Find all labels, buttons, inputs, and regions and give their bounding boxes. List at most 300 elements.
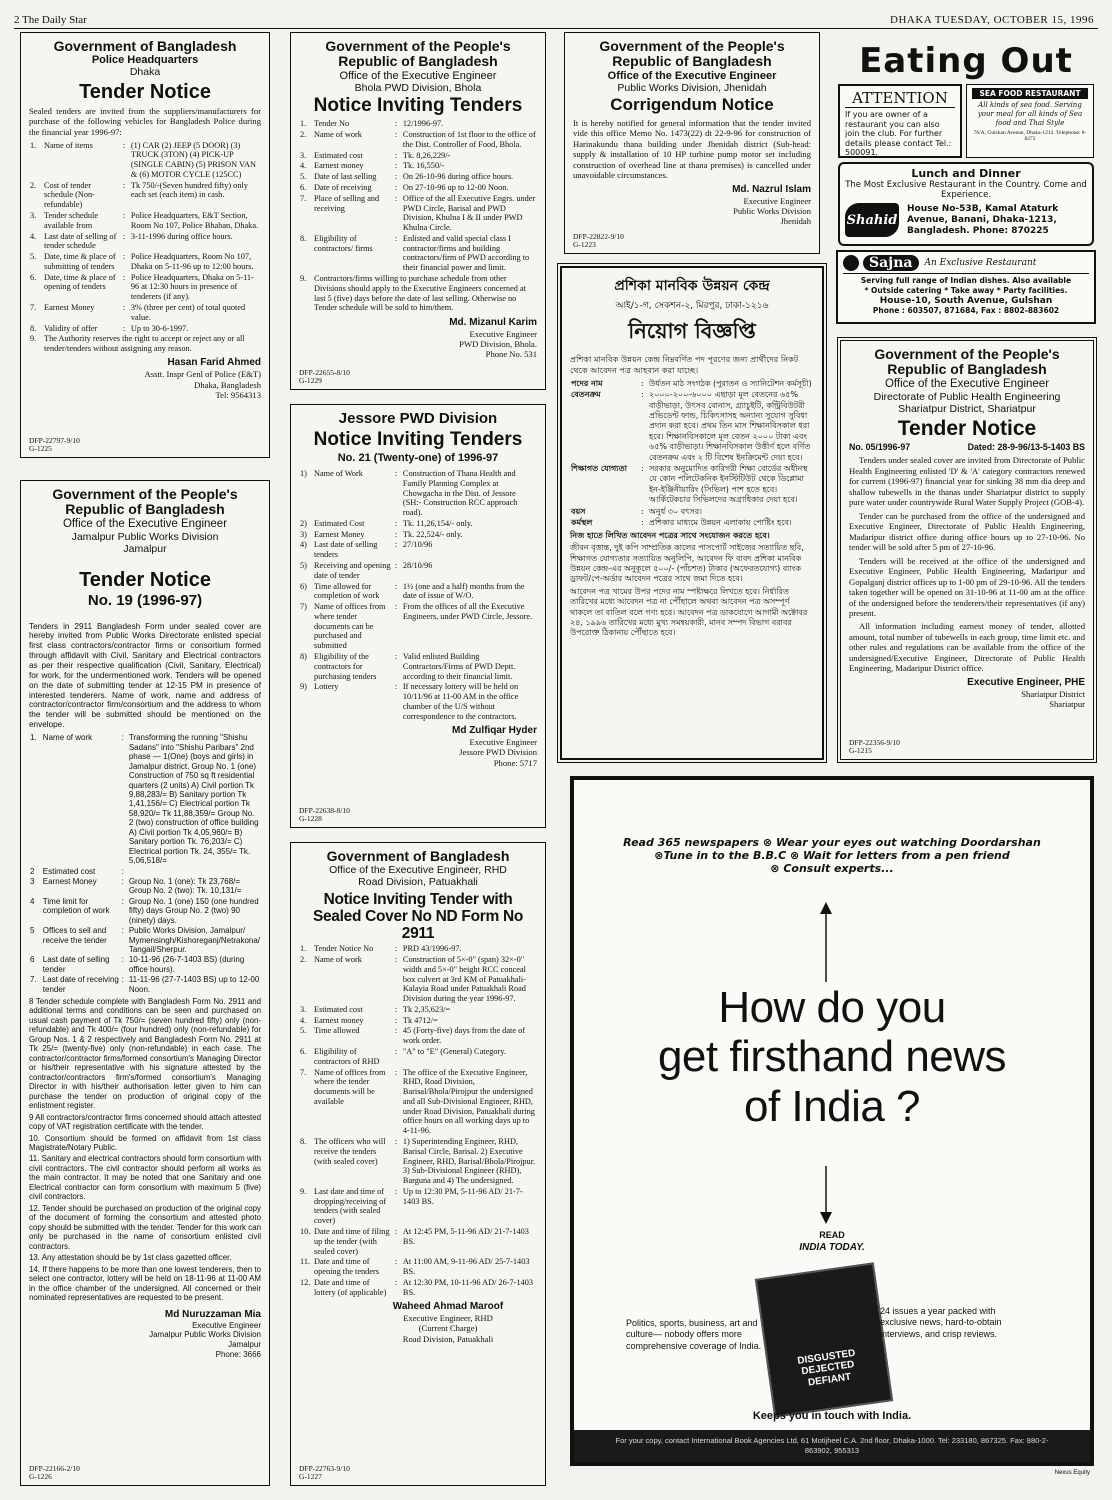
police-item-value: 3-11-1996 during office hours. <box>130 231 233 241</box>
rhd-item-row <box>299 1186 537 1226</box>
jamalpur-item-label: Time limit for completion of work <box>42 896 110 916</box>
jamalpur-item-value: Public Works Division, Jamalpur/ Mymensingh/Kishoreganj/Netrakona/ Tangail/Sherpur. <box>128 926 261 955</box>
jessore-line1: Jessore PWD Division <box>338 410 498 427</box>
jessore-item-colon: : <box>394 652 398 662</box>
bhola-item-value: Contractors/firms willing to purchase schedule from other Divisions should apply to the Executive Engineers concerned at last 5 (five) days before the date of last selling. Otherwise no Tender schedule will be sold to him/them. <box>314 274 526 313</box>
rhd-item-label: Time allowed <box>314 1026 360 1036</box>
jamalpur-sig-line: Executive Engineer <box>192 1320 261 1330</box>
rhd-item-number: 4. <box>300 1015 307 1025</box>
rhd-title: Notice Inviting Tender with Sealed Cover No ND Form No 2911 <box>312 890 524 942</box>
seafood-address: 76/A, Gulshan Avenue, Dhaka-1212. Telephone: 8-8272 <box>973 130 1087 143</box>
jamalpur-intro: Tenders in 2911 Bangladesh Form under sealed cover are hereby invited from Public Works Directorate enlisted special first class contractors/contractor firms or consortium formed through affidavit with Civil, Sanitary and Electrical contractors as per their respective qualification (Civil, Sanitary, Electrical) for work, for the undermentioned work. Tenders will be opened on the date of submitting tender at 12-15 PM in presence of interested tenderers. Name of work, name and address of contractor/contractor firm/consortium and the address to whom the tender will be submitted should be mentioned on the envelope. <box>29 621 261 730</box>
rhd-item-value: Construction of 5×-0" (span) 32×-0" width and 5×-0" height RCC conceal box culvert at 3rd KM of Patuakhali-Kalayia Road under Patuakhali Road Division during the year 1996-97. <box>402 954 526 1004</box>
jhenidah-corrigendum <box>564 32 820 254</box>
bhola-item-value: Office of the all Executive Engrs. under PWD Circle, Barisal and PWD Division, Khulna I & II under PWD Khulna Circle. <box>402 193 536 233</box>
police-line2: Police Headquarters <box>91 54 199 67</box>
sajna-line: * Outside catering * Take away * Party facilities. <box>864 285 1068 295</box>
bhola-sig-name: Md. Mizanul Karim <box>449 316 537 328</box>
rhd-item-row <box>299 1015 537 1026</box>
proshika-row-value: সরকার অনুমোদিত কারিগরী শিক্ষা বোর্ডের অধীনস্থ যে কোন পলিটেকনিক ইনস্টিটিউট থেকে ডিপ্লোমা ইন-ইঞ্জিনীয়ারিং (সিভিল) পাশ হতে হবে। আর্কিটেকচার সিভিলদের অগ্রাধিকার দেয়া হবে। <box>649 463 808 505</box>
rhd-item-label: Date and time of lottery (of applicable) <box>314 1277 387 1297</box>
bhola-line1: Government of the People's <box>325 38 511 54</box>
police-item-value: Police Headquarters, E&T Section, Room No 107, Police Bhaban, Dhaka. <box>130 210 259 230</box>
jamalpur-item-colon: : <box>121 955 124 965</box>
rhd-item-number: 9. <box>300 1186 307 1196</box>
police-item-value: Police Headquarters, Room No 107, Dhaka on 5-11-96 up to 12:00 hours. <box>130 252 254 271</box>
jamalpur-item-value: Transforming the running "Shishu Sadans" into "Shishu Paribars" 2nd phase — 1(One) (boys and girls) in Jamalpur district. Group No. 1 (one) Construction of 750 sq ft residential quarters (2 units) A) Civil portion Tk 9,88,283/= B) Sanitary portion Tk 1,41,156/= C) Electrical portion Tk 58,920/= Tk 11,88,359/= Group No. 2 (two) construction of office building A) Civil portion Tk 4,05,960/= B) Sanitary portion Tk. 76,203/= C) Electrical portion Tk. 24, 355/= Tk. 5,06,518/= <box>128 733 259 866</box>
phe-signature <box>849 677 1085 710</box>
proshika-row <box>570 506 814 517</box>
india-today-cover-image <box>755 1262 893 1417</box>
proshika-row-label: বেতনক্রম <box>571 390 601 400</box>
rhd-item-value: The office of the Executive Engineer, RHD, Road Division, Barisal/Bhola/Pirojpur the undersigned and all Sub-Divisional Engineer, RHD, under Road Division, Patuakhali during office hours on all working days up to 4-11-96. <box>402 1067 535 1136</box>
bhola-item-colon: : <box>394 150 398 160</box>
rhd-item-label: Earnest money <box>314 1015 364 1025</box>
jamalpur-clause: 14. If there happens to be more than one lowest tenderers, then to select one contractor, lottery will be held on 18-11-96 at 11-00 AM in the office chamber of the undersigned. All concerned or their nominated representatives are requested to be present. <box>29 1264 261 1303</box>
jessore-sig-line: Jessore PWD Division <box>459 747 537 758</box>
jessore-item-row <box>299 652 537 682</box>
jessore-item-number: 3) <box>300 529 307 539</box>
police-item-label: Earnest Money <box>44 303 95 312</box>
bhola-item-label: Eligibility of contractors/ firms <box>314 233 373 253</box>
jamalpur-sig-line: Jamalpur Public Works Division <box>149 1330 261 1340</box>
phe-tender-notice <box>840 340 1094 760</box>
jamalpur-clause: 12. Tender should be purchased on production of the original copy of the document of forming the consortium and attested photo copy should be submitted with the tender. Tender for this work can only be purchased in the name of consortium enlisted civil contractors. <box>29 1203 261 1251</box>
bhola-item-label: Place of selling and receiving <box>314 193 380 213</box>
police-item-label: Name of items <box>44 140 93 150</box>
jamalpur-line4: Jamalpur Public Works Division <box>71 531 219 543</box>
jamalpur-line3: Office of the Executive Engineer <box>62 517 228 530</box>
phe-line4: Directorate of Public Health Engineering <box>873 391 1061 403</box>
police-item-row <box>29 272 261 302</box>
bhola-item-colon: : <box>394 233 398 243</box>
proshika-note: জীবন বৃত্তান্ত, দুই কপি সাম্প্রতিক কালের পাসপোর্ট সাইজের সত্যায়িত ছবি, শিক্ষাগত যোগ্যতার সত্যায়িত অনুলিপি, আবেদন ফি বাবদ প্রশিকা মানবিক উন্নয়ন কেন্দ্র-এর অনুকূলে ৫০০/- (পাঁচশত) টাকার (অফেরতযোগ্য) ব্যাংক ড্রাফট/পে-অর্ডার আবেদন পত্রের সাথে জমা দিতে হবে। <box>570 543 804 584</box>
proshika-row-colon: : <box>641 506 644 516</box>
jamalpur-item-label: Last date of receiving tender <box>42 975 119 994</box>
jamalpur-item-value: Group No. 1 (one) 150 (one hundred fifty) days Group No. 2 (two) 90 (ninety) days. <box>128 896 259 925</box>
rhd-item-number: 8. <box>300 1137 307 1146</box>
police-item-label: Tender schedule available from <box>44 210 99 230</box>
bhola-item-number: 3. <box>300 150 307 160</box>
jamalpur-item-number: 6 <box>30 955 35 965</box>
bhola-item-colon: : <box>394 130 398 140</box>
rhd-sig-line: (Current Charge) <box>418 1323 478 1334</box>
phe-dated: Dated: 28-9-96/13-5-1403 BS <box>967 442 1085 453</box>
phe-dfp: DFP-22356-9/10 <box>849 737 900 747</box>
rhd-sig-name: Waheed Ahmad Maroof <box>392 1301 504 1312</box>
shahid-restaurant-ad <box>838 162 1094 246</box>
police-item-number: 8. <box>30 323 37 333</box>
police-item-number: 3. <box>30 210 37 220</box>
rhd-item-row <box>299 1227 537 1257</box>
jamalpur-item-row <box>29 975 261 995</box>
jessore-item-value: 1½ (one and a half) months from the date of issue of W/O. <box>402 581 525 601</box>
phe-number: No. 05/1996-97 <box>849 442 911 453</box>
police-item-number: 9. <box>30 334 37 344</box>
phe-title: Tender Notice <box>897 417 1037 441</box>
rhd-item-colon: : <box>394 1004 398 1014</box>
police-item-row <box>29 334 261 355</box>
phe-line3: Office of the Executive Engineer <box>884 377 1050 390</box>
phe-paragraph: Tenders will be received at the office of the undersigned and Executive Engineer, Public Health Engineering, Madaripur and Gopalganj district offices up to 1-00 pm of 29-10-96. All the tenders taken together will be opened on 31-10-96 at 11-00 am at the office of the undersigned before the tenderers/their representatives (if any) present. <box>849 555 1085 618</box>
jhenidah-sig-line: Executive Engineer <box>743 195 811 206</box>
jessore-item-label: Earnest Money <box>314 529 365 539</box>
jessore-item-label: Name of offices from where tender documents can be purchased and submitted <box>314 602 386 651</box>
bhola-item-row <box>299 161 537 172</box>
sajna-tagline: An Exclusive Restaurant <box>924 258 1037 268</box>
india-tagline: Keeps you in touch with India. <box>752 1410 912 1422</box>
proshika-row <box>570 517 814 528</box>
jessore-item-number: 7) <box>300 602 307 612</box>
arrow-down-icon <box>816 1166 836 1226</box>
rhd-item-row <box>299 1277 537 1298</box>
jessore-item-value: Tk. 22,524/- only. <box>402 529 463 539</box>
proshika-row-label: পদের নাম <box>571 378 603 388</box>
sajna-line: Serving full range of Indian dishes. Also available <box>860 276 1072 285</box>
jessore-item-colon: : <box>394 518 398 528</box>
bhola-item-row <box>299 193 537 233</box>
india-question-line: get firsthand news <box>657 1032 1007 1082</box>
police-g: G-1225 <box>29 444 52 454</box>
dateline: DHAKA TUESDAY, OCTOBER 15, 1996 <box>890 14 1094 26</box>
jamalpur-item-colon: : <box>121 733 124 743</box>
police-line1: Government of Bangladesh <box>53 38 237 54</box>
jessore-title: Notice Inviting Tenders <box>313 428 523 450</box>
proshika-org-name: প্রশিকা মানবিক উন্নয়ন কেন্দ্র <box>614 278 770 294</box>
sajna-restaurant-ad <box>836 250 1096 324</box>
jamalpur-item-label: Name of work <box>42 733 93 743</box>
rhd-item-number: 12. <box>300 1277 311 1287</box>
attention-body: If you are owner of a restaurant you can also join the club. For further details please contact Tel.: 500091. <box>845 110 952 158</box>
rhd-item-colon: : <box>394 1227 398 1237</box>
rhd-item-label: Last date and time of dropping/receiving of tenders (with sealed cover) <box>314 1186 387 1226</box>
phe-line5: Shariatpur District, Shariatpur <box>898 403 1036 416</box>
rhd-sig-line: Road Division, Patuakhali <box>402 1333 494 1344</box>
bhola-title: Notice Inviting Tenders <box>313 94 523 116</box>
police-item-row <box>29 303 261 324</box>
attention-title: ATTENTION <box>845 89 955 108</box>
jessore-item-number: 5) <box>300 561 307 571</box>
jessore-item-number: 1) <box>300 468 307 478</box>
rhd-item-number: 1. <box>300 944 307 954</box>
police-item-colon: : <box>122 303 126 312</box>
police-item-number: 7. <box>30 303 37 312</box>
rhd-item-colon: : <box>394 944 398 954</box>
proshika-row-label: বয়স <box>571 506 586 516</box>
bhola-item-number: 5. <box>300 172 307 182</box>
proshika-intro: প্রশিকা মানবিক উন্নয়ন কেন্দ্র নিম্নবর্ণিত পদ পূরণের জন্য প্রার্থীদের নিকট থেকে আবেদন পত্র আহবান করা যাচ্ছে। <box>570 354 799 375</box>
jamalpur-title: Tender Notice <box>79 569 211 592</box>
bhola-item-value: Tk. 16,550/- <box>402 161 445 171</box>
police-item-value: The Authority reserves the right to accept or reject any or all tender/tenders without assigning any reason. <box>44 334 245 354</box>
bhola-item-label: Tender No <box>314 119 350 129</box>
jamalpur-item-row <box>29 926 261 955</box>
arrow-up-icon <box>816 902 836 982</box>
proshika-row <box>570 378 814 389</box>
police-title: Tender Notice <box>79 80 211 103</box>
jamalpur-sig-line: Phone: 3666 <box>215 1349 261 1359</box>
shahid-logo: Shahid <box>845 203 899 237</box>
bhola-line3: Office of the Executive Engineer <box>339 69 497 82</box>
bhola-item-label: Date of receiving <box>314 183 372 193</box>
rhd-item-number: 5. <box>300 1026 307 1036</box>
police-item-colon: : <box>122 140 126 150</box>
jamalpur-item-row <box>29 866 261 876</box>
jessore-item-number: 2) <box>300 518 307 528</box>
jhenidah-sig-name: Md. Nazrul Islam <box>732 183 811 195</box>
rhd-item-number: 10. <box>300 1227 311 1237</box>
rhd-item-label: Date and time of filing up the tender (with sealed cover) <box>314 1227 390 1256</box>
jessore-item-label: Lottery <box>314 682 339 692</box>
india-top-line: Read 365 newspapers ⊗ Wear your eyes out watching Doordarshan <box>623 836 1041 849</box>
jhenidah-line4: Public Works Division, Jhenidah <box>617 81 767 94</box>
police-item-number: 4. <box>30 231 37 241</box>
rhd-line3: Road Division, Patuakhali <box>358 876 478 889</box>
bhola-item-label: Earnest money <box>314 161 364 171</box>
jessore-number: No. 21 (Twenty-one) of 1996-97 <box>337 452 499 465</box>
rhd-item-value: At 12:45 PM, 5-11-96 AD/ 21-7-1403 BS. <box>402 1227 529 1246</box>
rhd-item-colon: : <box>394 1067 398 1077</box>
proshika-row-colon: : <box>641 390 644 400</box>
police-item-label: Validity of offer <box>44 323 98 333</box>
police-item-row <box>29 210 261 231</box>
bhola-item-label: Estimated cost <box>314 150 363 160</box>
jamalpur-item-row <box>29 955 261 975</box>
india-cover-text: DISGUSTED DEJECTED DEFIANT <box>796 1347 857 1389</box>
proshika-note: নিজ হাতে লিখিত আবেদন পত্রের সাথে সংযোজন করতে হবে। <box>570 530 770 540</box>
jessore-item-number: 9) <box>300 682 307 692</box>
jessore-items-table <box>299 468 537 722</box>
jamalpur-item-number: 4 <box>30 896 35 906</box>
police-item-row <box>29 323 261 334</box>
jamalpur-item-label: Offices to sell and receive the tender <box>42 926 107 945</box>
proshika-row-colon: : <box>641 378 644 388</box>
jamalpur-item-number: 5 <box>30 926 35 936</box>
jessore-item-row <box>299 518 537 529</box>
jessore-item-colon: : <box>394 468 398 478</box>
police-item-label: Date, time & place of submitting of tenders <box>44 252 116 271</box>
jamalpur-line5: Jamalpur <box>123 543 167 556</box>
bhola-item-number: 7. <box>300 193 307 203</box>
jhenidah-sig-line: Jhenidah <box>780 216 811 227</box>
jamalpur-item-row <box>29 733 261 866</box>
police-item-value: 3% (three per cent) of total quoted value. <box>130 303 246 322</box>
rhd-item-colon: : <box>394 1015 398 1025</box>
rhd-item-label: Estimated cost <box>314 1004 363 1014</box>
rhd-item-value: Up to 12:30 PM, 5-11-96 AD/ 21-7-1403 BS. <box>402 1186 523 1206</box>
rhd-item-number: 2. <box>300 954 307 964</box>
jamalpur-item-colon: : <box>121 975 124 985</box>
rhd-items-table <box>299 944 537 1298</box>
bhola-signature <box>299 317 537 360</box>
rhd-item-colon: : <box>394 1186 398 1196</box>
rhd-item-value: 1) Superintending Engineer, RHD, Barisal Circle, Barisal. 2) Executive Engineer, RHD, Barisal/Bhola/Pirojpur. 3) Sub-Divisional Engineer (RHD), Barguna and 4) The undersigned. <box>402 1137 536 1186</box>
rhd-item-colon: : <box>394 1026 398 1036</box>
jessore-item-value: Construction of Thana Health and Family Planning Complex at Chowgacha in the Dist. of Jessore (SH:- Construction RCC approach road). <box>402 468 518 518</box>
proshika-row <box>570 463 814 506</box>
bhola-item-colon: : <box>394 193 398 203</box>
jamalpur-item-colon: : <box>121 896 124 906</box>
jessore-item-row <box>299 682 537 722</box>
jamalpur-item-number: 7. <box>30 975 37 985</box>
police-sig-line: Dhaka, Bangladesh <box>194 379 261 390</box>
bhola-item-row <box>299 172 537 183</box>
rhd-item-colon: : <box>394 1046 398 1056</box>
bhola-sig-line: Phone No. 531 <box>485 349 537 360</box>
jessore-dfp: DFP-22638-8/10 <box>299 805 350 815</box>
police-item-colon: : <box>122 210 126 220</box>
jamalpur-line2: Republic of Bangladesh <box>65 501 225 518</box>
police-item-label: Cost of tender schedule (Non-refundable) <box>44 180 95 210</box>
police-item-number: 6. <box>30 272 37 282</box>
jamalpur-clause: 11. Sanitary and electrical contractors should form consortium with civil contractors. The civil contractor should perform all works as the main contractor. It may be noted that one Sanitary and one Electrical contractor can form consortium with maximum 5 (five) civil contractors. <box>29 1154 261 1202</box>
rhd-tender-notice <box>290 842 546 1486</box>
india-read-label: READ <box>819 1230 845 1240</box>
jessore-sig-line: Executive Engineer <box>469 737 537 748</box>
police-item-row <box>29 180 261 210</box>
seafood-title: SEA FOOD RESTAURANT <box>972 88 1088 99</box>
jessore-item-label: Eligibility of the contractors for purchasing tenders <box>314 652 377 681</box>
police-item-colon: : <box>122 180 126 190</box>
jamalpur-item-row <box>29 876 261 896</box>
proshika-row-value: প্রশিকার মাধ্যমে উন্নয়ন এলাকায় পোষ্টিং হবে। <box>649 517 792 527</box>
jhenidah-line3: Office of the Executive Engineer <box>607 69 777 82</box>
bhola-item-row <box>299 150 537 161</box>
rhd-item-value: 45 (Forty-five) days from the date of work order. <box>402 1026 526 1046</box>
bhola-item-value: Enlisted and valid special class I contractor/firms and building contractors/firm of PWD according to their financial power and limit. <box>402 233 530 273</box>
bhola-item-label: Name of work <box>314 130 362 140</box>
jamalpur-clause: 10. Consortium should be formed on affidavit from 1st class Magistrate/Notary Public. <box>29 1133 261 1152</box>
rhd-item-number: 7. <box>300 1067 307 1077</box>
bhola-item-value: On 27-10-96 up to 12-00 Noon. <box>402 183 509 193</box>
police-item-value: Police Headquarters, Dhaka on 5-11-96 at 12:30 hours in presence of tenderers (if any). <box>130 272 254 302</box>
police-item-value: (1) CAR (2) JEEP (5 DOOR) (3) TRUCK (3TON) (4) PICK-UP (SINGLE CABIN) (5) PRISON VAN & (6) MOTOR CYCLE (125CC) <box>130 140 256 179</box>
eating-out-header <box>838 38 1094 82</box>
rhd-item-label: Tender Notice No <box>314 944 374 954</box>
police-item-row <box>29 252 261 273</box>
police-item-row <box>29 140 261 180</box>
bhola-item-value: Tk. 8,26,229/- <box>402 150 451 160</box>
rhd-signature <box>299 1301 537 1344</box>
jamalpur-clauses <box>29 997 261 1303</box>
jhenidah-signature <box>573 184 811 227</box>
rhd-item-value: At 11:00 AM, 9-11-96 AD/ 25-7-1403 BS. <box>402 1257 530 1277</box>
jessore-item-value: Tk. 11,26,154/- only. <box>402 518 473 528</box>
shahid-address-line: House No-53B, Kamal Ataturk <box>907 203 1059 214</box>
jessore-sig-line: Phone: 5717 <box>493 757 537 768</box>
rhd-item-row <box>299 1137 537 1187</box>
bhola-item-row <box>299 130 537 151</box>
bhola-item-row <box>299 274 537 314</box>
sajna-line: Phone : 603507, 871684, Fax : 8802-883602 <box>872 306 1060 316</box>
proshika-row-value: উর্ধতন মাঠ সংগঠক (পুরাতন ও স্যানিটেশন কর্মসূচী) <box>649 378 812 388</box>
shahid-address-line: Bangladesh. Phone: 870225 <box>907 226 1049 236</box>
jessore-item-row <box>299 561 537 582</box>
jessore-item-label: Time allowed for completion of work <box>314 581 380 601</box>
proshika-row-label: কর্মস্থল <box>571 517 593 527</box>
phe-line1: Government of the People's <box>874 346 1060 362</box>
india-top-line: ⊗Tune in to the B.B.C ⊗ Wait for letters from a pen friend <box>654 849 1010 862</box>
page-number-masthead: 2 The Daily Star <box>14 14 87 26</box>
bhola-tender-notice <box>290 32 546 390</box>
rhd-item-label: Eligibility of contractors of RHD <box>314 1046 380 1066</box>
bhola-line2: Republic of Bangladesh <box>338 53 498 70</box>
bhola-item-value: Construction of 1st floor to the office of the Dist. Controller of Food, Bhola. <box>402 130 536 149</box>
proshika-row-value: ২০০০-২০০-৬০০০ এছাড়া মূল বেতনের ৬৫% বাড়ীভাড়া, উৎসব বোনাস, গ্র্যাচুইটি, কন্ট্রিবিউটরী প্রভিডেন্ট ফান্ড, চিকিৎসাসহ অন্যান্য সুযোগ সুবিধা প্রদান করা হবে। প্রথম তিন মাস শিক্ষানবিসকাল ধরা হবে। শিক্ষানবিসকালে মূল বেতন ২০০০ টাকা এবং ৬৫% বাড়ীভাড়া। শিক্ষানবিসকাল উত্তীর্ণ হলে বর্ণিত বেতনক্রম এবং ২ টি বিশেষ ইনক্রিমেন্ট দেয়া হবে। <box>649 390 811 462</box>
police-item-value: Up to 30-6-1997. <box>130 323 189 333</box>
jessore-item-label: Receiving and opening date of tender <box>314 561 391 580</box>
bhola-item-row <box>299 233 537 273</box>
rhd-item-row <box>299 1046 537 1067</box>
jamalpur-sig-name: Md Nuruzzaman Mia <box>164 1308 261 1320</box>
police-item-colon: : <box>122 252 126 262</box>
jhenidah-sig-line: Public Works Division <box>733 205 811 216</box>
rhd-dfp: DFP-22763-9/10 <box>299 1463 350 1473</box>
india-top-line: ⊗ Consult experts... <box>770 862 894 875</box>
police-item-number: 5. <box>30 252 37 262</box>
rhd-item-value: Tk 4712/= <box>402 1015 438 1025</box>
jessore-item-colon: : <box>394 682 398 692</box>
police-line3: Dhaka <box>129 66 161 79</box>
shahid-title: Lunch and Dinner <box>911 167 1021 180</box>
bhola-g: G-1229 <box>299 376 322 386</box>
bhola-item-number: 9. <box>300 274 307 284</box>
phe-paragraph: Tenders under sealed cover are invited from Directorate of Public Health Engineering enlisted 'D' & 'A' category contractors renewed for current (1996-97) financial year for sinking 38 mm dia deep and shallow tubewells in the thanas under Shariatpur district to supply pure water under countrywide Rural Water Supply Project (GOB-4). <box>849 455 1085 508</box>
rhd-sig-line: Executive Engineer, RHD <box>403 1313 493 1323</box>
jessore-item-number: 8) <box>300 652 307 662</box>
jessore-item-row <box>299 468 537 518</box>
jamalpur-item-label: Earnest Money <box>42 876 97 886</box>
jhenidah-g: G-1223 <box>573 240 596 250</box>
jamalpur-item-value: 10-11-96 (26-7-1403 BS) (during office hours). <box>128 955 245 974</box>
proshika-address: আই/১-গ, সেকশন-২, মিরপুর, ঢাকা-১২১৬ <box>615 301 769 311</box>
rhd-item-row <box>299 954 537 1004</box>
jhenidah-title: Corrigendum Notice <box>610 94 774 114</box>
rhd-item-colon: : <box>394 1257 398 1267</box>
jamalpur-item-number: 1. <box>30 733 37 743</box>
police-item-colon: : <box>122 231 126 241</box>
jamalpur-item-row <box>29 896 261 925</box>
rhd-item-colon: : <box>394 1137 398 1146</box>
bhola-item-label: Date of last selling <box>314 172 377 182</box>
bhola-dfp: DFP-22655-8/10 <box>299 367 350 377</box>
bhola-item-number: 2. <box>300 130 307 140</box>
jessore-item-colon: : <box>394 529 398 539</box>
india-left-blurb: Politics, sports, business, art and culture— nobody offers more comprehensive coverage of India. <box>626 1318 762 1351</box>
bhola-item-number: 1. <box>300 119 307 129</box>
rhd-item-row <box>299 1067 537 1136</box>
rhd-item-row <box>299 1026 537 1047</box>
jessore-item-value: Valid enlisted Building Contractors/Firms of PWD Deptt. according to their financial limit. <box>402 652 516 681</box>
rhd-item-label: Date and time of opening the tenders <box>314 1257 379 1277</box>
jamalpur-signature <box>29 1309 261 1359</box>
jamalpur-item-label: Last date of selling tender <box>42 955 110 974</box>
jamalpur-item-label: Estimated cost <box>42 866 96 876</box>
rhd-line2: Office of the Executive Engineer, RHD <box>329 864 507 877</box>
police-item-colon: : <box>122 323 126 333</box>
jessore-g: G-1228 <box>299 814 322 824</box>
police-item-number: 1. <box>30 140 37 150</box>
jamalpur-item-value <box>128 866 261 876</box>
jessore-item-colon: : <box>394 602 398 612</box>
phe-g: G-1215 <box>849 746 872 756</box>
seafood-body: All kinds of sea food. Serving your meal for all kinds of Sea food and Thai Style <box>977 101 1083 128</box>
bhola-item-value: On 26-10-96 during office hours. <box>402 172 514 182</box>
phe-paragraph: Tender can be purchased from the office of the undersigned and Executive Engineer, Directorate of Public Health Engineering, Madaripur district office during office hours up to 27-10-96. No tender will be sold after 5 pm of 27-10-96. <box>849 510 1085 553</box>
jessore-item-row <box>299 602 537 652</box>
proshika-row-label: শিক্ষাগত যোগ্যতা <box>571 463 627 473</box>
phe-line2: Republic of Bangladesh <box>887 361 1047 378</box>
